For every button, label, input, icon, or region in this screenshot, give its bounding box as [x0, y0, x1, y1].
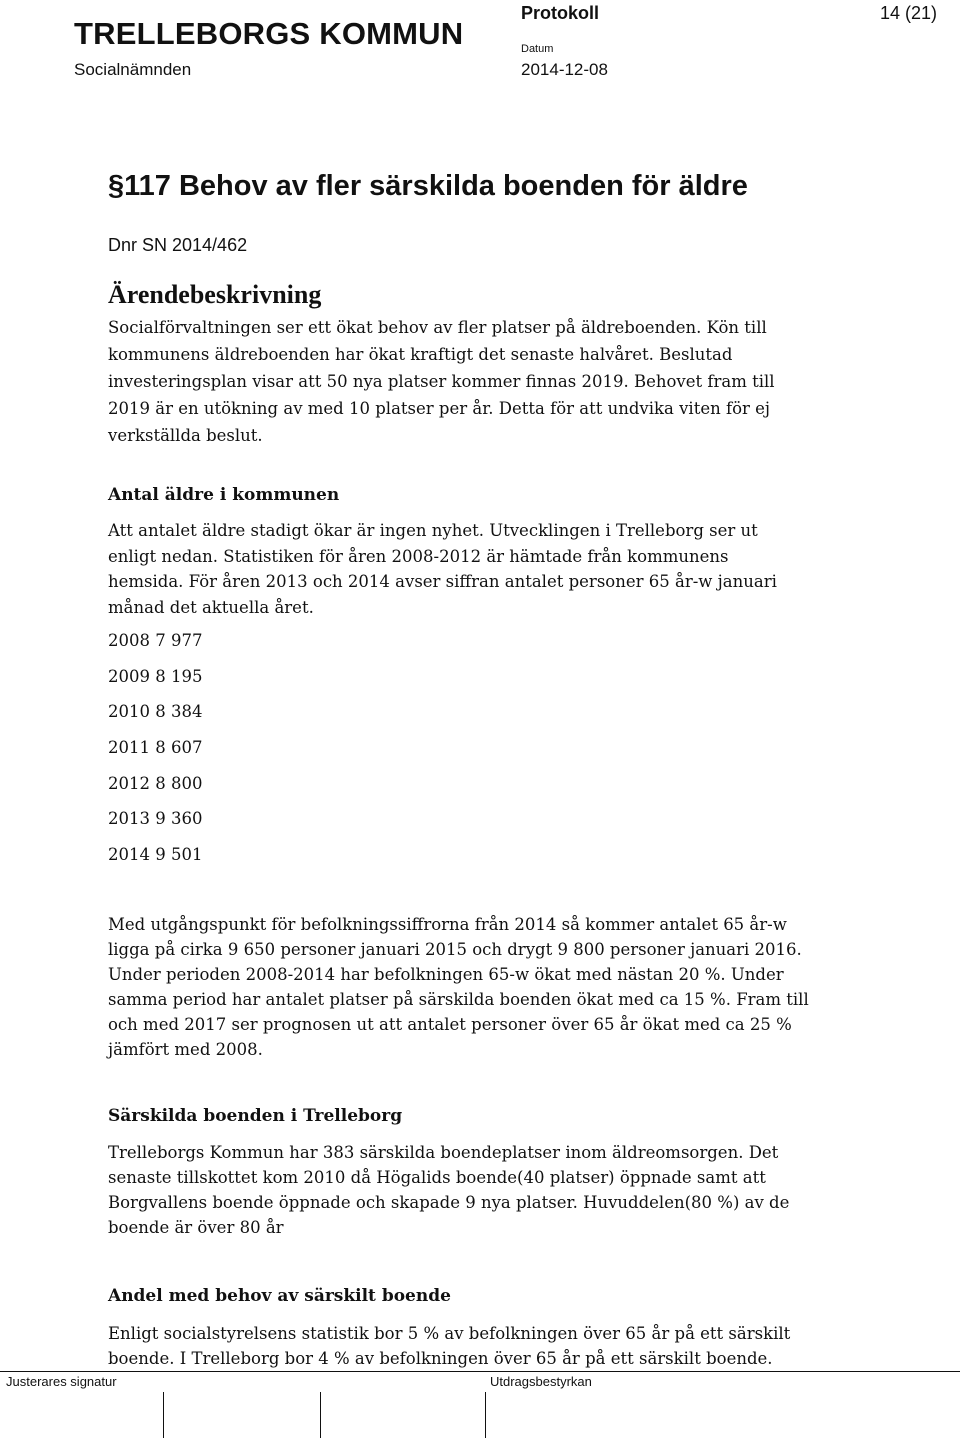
date-label: Datum: [521, 43, 554, 55]
case-description-text: Socialförvaltningen ser ett ökat behov av fler platser på äldreboenden. Kön till kommunens äldreboenden har ökat kraftigt det senaste halvåret. Beslutad investeringsplan visar att 50 nya platser kommer finnas 2019. Behovet fram till 2019 är en utökning av med 10 platser per år. Detta för att undvika viten för ej verkställda beslut.: [108, 318, 775, 445]
elderly-count-heading: Antal äldre i kommunen: [108, 485, 340, 505]
date-value: 2014-12-08: [521, 60, 608, 79]
document-type: Protokoll: [521, 3, 600, 23]
signature-box-divider: [163, 1392, 164, 1438]
population-stats-list: [108, 630, 202, 880]
organization-name: TRELLEBORGS KOMMUN: [74, 16, 464, 51]
need-share-text: Enligt socialstyrelsens statistik bor 5 % av befolkningen över 65 år på ett särskilt boende. I Trelleborg bor 4 % av befolkningen över 65 år på ett särskilt boende.: [108, 1324, 791, 1368]
case-number: Dnr SN 2014/462: [108, 235, 248, 255]
list-item: 2014 9 501: [108, 845, 203, 865]
department-name: Socialnämnden: [74, 60, 192, 79]
elderly-count-text: Att antalet äldre stadigt ökar är ingen nyhet. Utvecklingen i Trelleborg ser ut enligt nedan. Statistiken för åren 2008-2012 är hämtade från kommunens hemsida. För åren 2013 och 2014 avser siffran antalet personer 65 år-w januari månad det aktuella året.: [108, 521, 777, 617]
case-description-heading: Ärendebeskrivning: [108, 280, 322, 309]
need-share-heading: Andel med behov av särskilt boende: [108, 1286, 451, 1306]
page-number: 14 (21): [880, 3, 938, 23]
signature-box-divider: [485, 1392, 486, 1438]
footer-divider: [0, 1371, 960, 1372]
extract-label: Utdragsbestyrkan: [490, 1374, 592, 1389]
list-item: 2008 7 977: [108, 631, 203, 650]
list-item: 2011 8 607: [108, 738, 203, 758]
section-title: §117 Behov av fler särskilda boenden för äldre: [108, 170, 748, 202]
list-item: 2010 8 384: [108, 702, 203, 722]
signature-label: Justerares signatur: [6, 1374, 117, 1389]
list-item: 2009 8 195: [108, 666, 203, 686]
list-item: 2013 9 360: [108, 809, 203, 829]
special-housing-text: Trelleborgs Kommun har 383 särskilda boendeplatser inom äldreomsorgen. Det senaste tillskottet kom 2010 då Högalids boende(40 platser) öppnade samt att Borgvallens boende öppnade och skapade 9 nya platser. Huvuddelen(80 %) av de boende är över 80 år: [108, 1143, 790, 1237]
population-analysis-text: Med utgångspunkt för befolkningssiffrorna från 2014 så kommer antalet 65 år-w ligga på cirka 9 650 personer januari 2015 och drygt 9 800 personer januari 2016. Under perioden 2008-2014 har befolkningen 65-w ökat med nästan 20 %. Under samma period har antalet platser på särskilda boenden ökat med ca 15 %. Fram till och med 2017 ser prognosen ut att antalet personer över 65 år ökat med ca 25 % jämfört med 2008.: [108, 915, 809, 1059]
list-item: 2012 8 800: [108, 773, 203, 793]
signature-box-divider: [320, 1392, 321, 1438]
special-housing-heading: Särskilda boenden i Trelleborg: [108, 1106, 403, 1126]
